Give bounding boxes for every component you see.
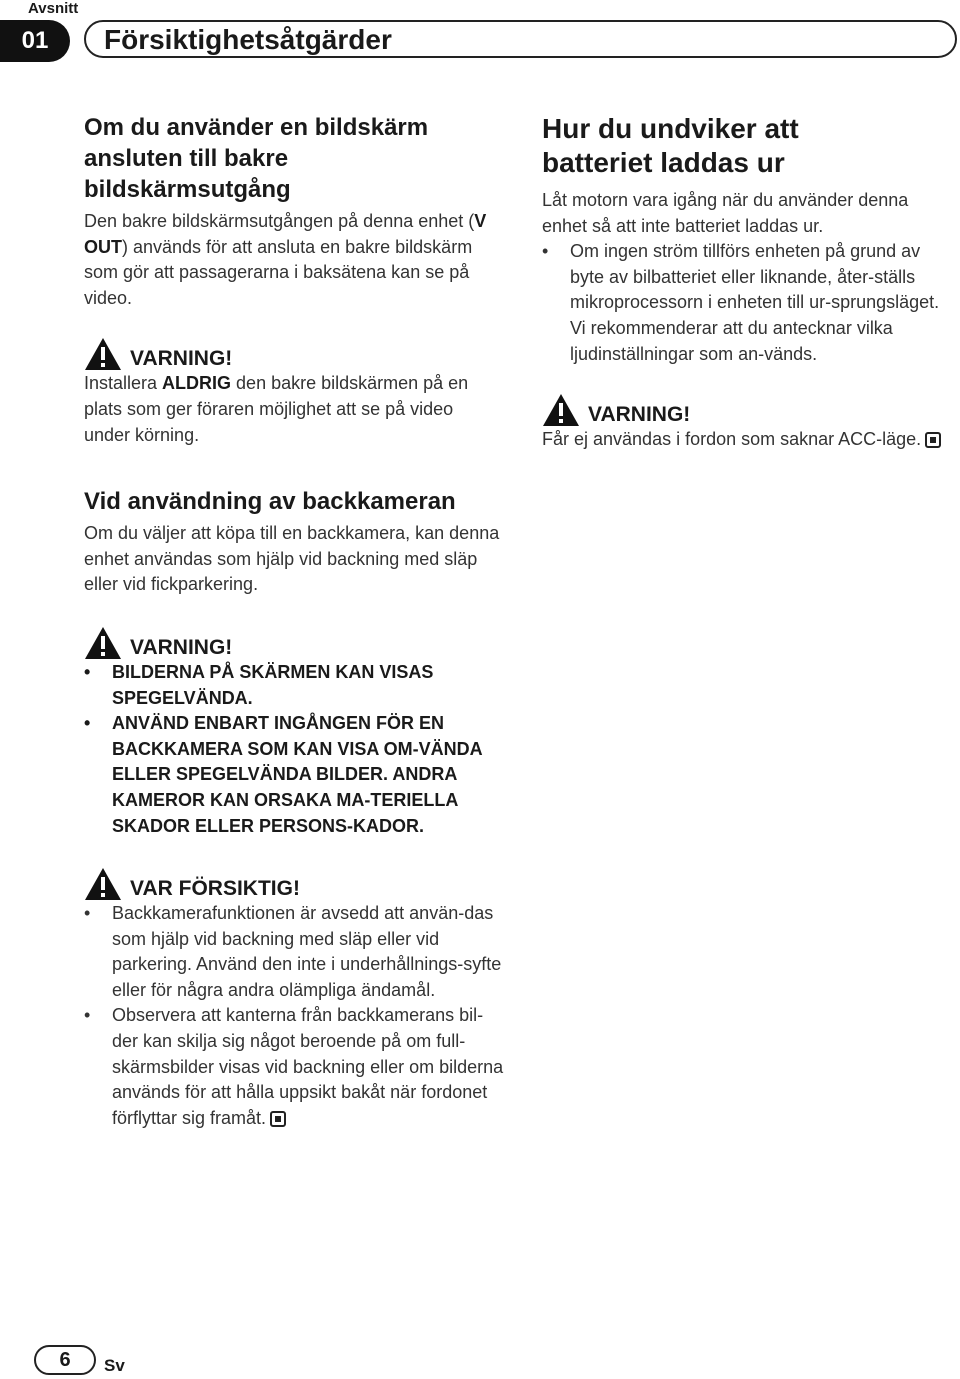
end-of-section-icon: [270, 1111, 286, 1127]
list-item: • ANVÄND ENBART INGÅNGEN FÖR EN BACKKAMERA SOM KAN VISA OM-VÄNDA ELLER SPEGELVÄNDA BILDER. ANDRA KAMEROR KAN ORSAKA MA-TERIELLA SKADOR ELLER PERSONS-KADOR.: [84, 711, 484, 839]
list-item: [84, 1003, 504, 1131]
section-label: Avsnitt: [28, 0, 79, 17]
camera-heading: Vid användning av backkameran: [84, 488, 456, 516]
page-title: Försiktighetsåtgärder: [104, 24, 392, 55]
camera-caution-header: [84, 867, 504, 901]
left-column: [84, 112, 504, 1131]
battery-warning-text: [542, 427, 956, 453]
monitor-body-bold: V OUT: [84, 211, 487, 257]
monitor-body: [84, 209, 504, 311]
battery-warning-label: VARNING!: [588, 403, 691, 427]
monitor-warning-label: VARNING!: [130, 347, 233, 371]
caution-icon: [84, 867, 122, 901]
right-column: [542, 112, 956, 453]
end-of-section-icon: [925, 432, 941, 448]
battery-body: Låt motorn vara igång när du använder denna enhet så att inte batteriet laddas ur.: [542, 190, 909, 236]
camera-warning-label: VARNING!: [130, 635, 233, 659]
section-number: 01: [0, 20, 70, 62]
monitor-body-pre: Den bakre bildskärmsutgången på denna enhet (: [84, 211, 475, 231]
warning-icon: [542, 393, 580, 427]
camera-caution-list: [84, 901, 504, 1131]
page-number: 6: [34, 1345, 96, 1375]
warning-icon: [84, 626, 122, 660]
list-item: • Backkamerafunktionen är avsedd att använ-das som hjälp vid backning med släp eller vid parkering. Använd den inte i underhållnings-syfte eller för några andra olämpliga ändamål.: [84, 901, 504, 1003]
camera-warning-header: [84, 626, 504, 660]
monitor-warning-text: [84, 371, 504, 448]
warning-icon: [84, 337, 122, 371]
battery-warning-text-span: Får ej användas i fordon som saknar ACC-läge.: [542, 429, 922, 450]
monitor-warning-pre: Installera: [84, 373, 163, 394]
monitor-warning-bold: ALDRIG: [162, 373, 232, 394]
battery-heading: Hur du undviker att batteriet laddas ur: [542, 113, 799, 178]
camera-caution-label: VAR FÖRSIKTIG!: [130, 877, 300, 901]
camera-warning-list: [84, 660, 484, 839]
monitor-body-post: ) används för att ansluta en bakre bildskärm som gör att passagerarna i baksätena kan se på video.: [84, 236, 473, 308]
list-item-text: Observera att kanterna från backkamerans bil-der kan skilja sig något beroende på om full-skärmsbilder visas vid backning eller om bilderna används för att hålla uppsikt bakåt när fordonet förflyttar sig framåt.: [112, 1005, 504, 1128]
monitor-warning-post: den bakre bildskärmen på en plats som ger föraren möjlighet att se på video under körning.: [84, 373, 469, 445]
camera-body: Om du väljer att köpa till en backkamera, kan denna enhet användas som hjälp vid backning med släp eller vid fickparkering.: [84, 523, 500, 595]
monitor-heading: Om du använder en bildskärm ansluten till bakre bildskärmsutgång: [84, 114, 429, 203]
list-item: • Om ingen ström tillförs enheten på grund av byte av bilbatteriet eller liknande, åter-ställs mikroprocessorn i enheten till ur-sprungsläget. Vi rekommenderar att du antecknar vilka ljudinställningar som an-vänds.: [542, 239, 942, 367]
battery-list: [542, 239, 942, 367]
language-code: Sv: [104, 1356, 125, 1375]
battery-warning-header: [542, 393, 956, 427]
list-item: • BILDERNA PÅ SKÄRMEN KAN VISAS SPEGELVÄNDA.: [84, 660, 484, 711]
monitor-warning-header: [84, 337, 504, 371]
